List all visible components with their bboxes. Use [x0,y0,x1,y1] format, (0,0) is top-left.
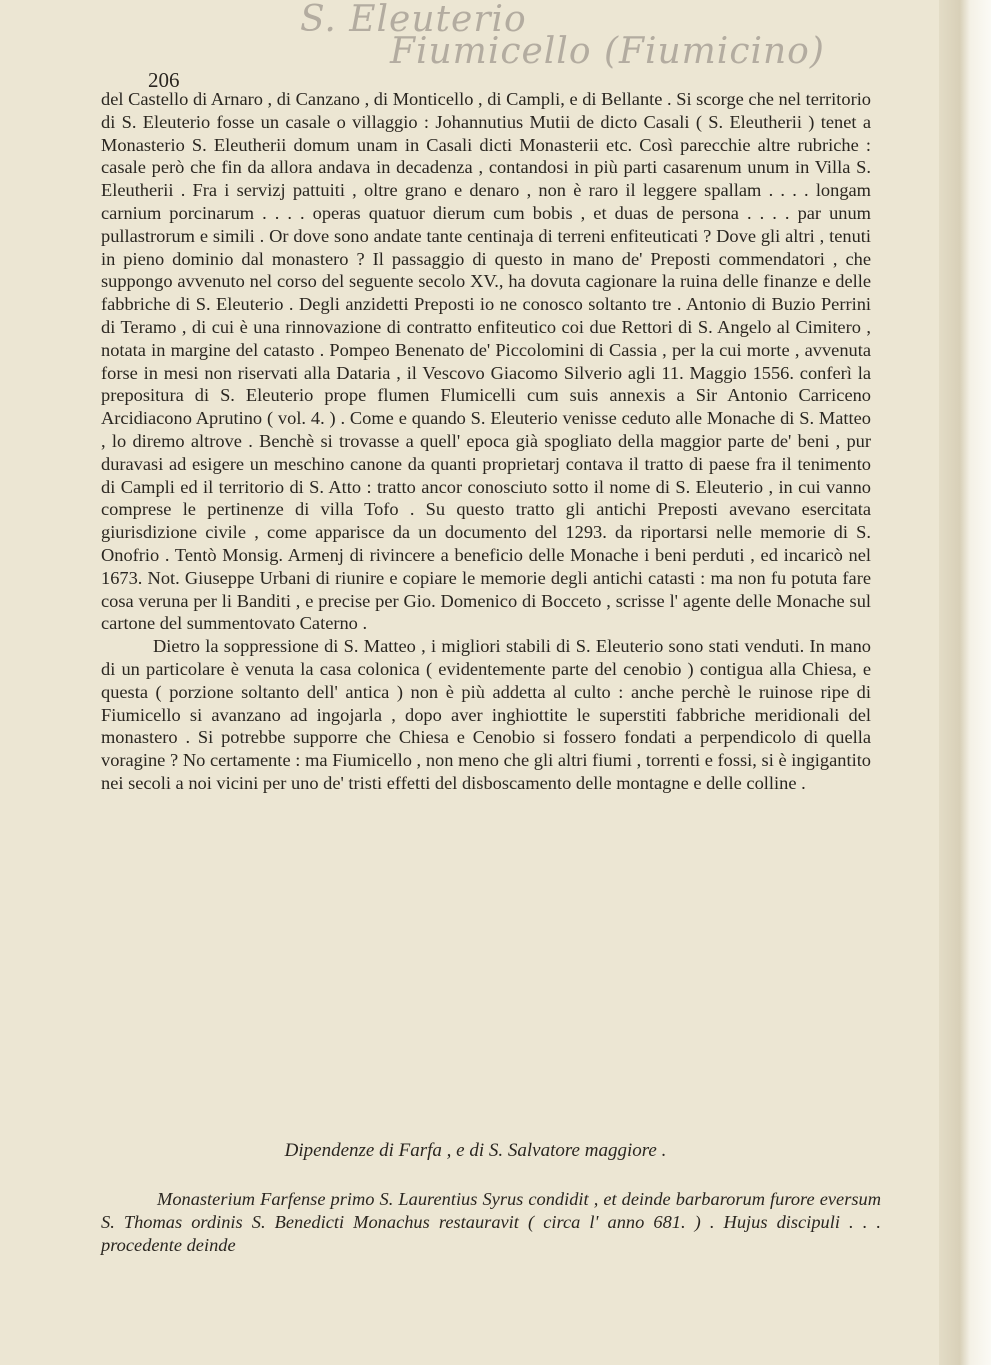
page-number: 206 [148,68,180,92]
main-text [101,88,871,795]
paragraph-2: Dietro la soppressione di S. Matteo , i migliori stabili di S. Eleuterio sono stati venduti. In mano di un particolare è venuta la casa colonica ( evidentemente parte del cenobio ) contigua alla Chiesa, e questa ( porzione soltanto dell' antica ) non è più addetta al culto : anche perchè le ruinose ripe di Fiumicello si avanzano ad ingojarla , dopo aver inghiottite le superstiti fabbriche meridionali del monastero . Si potrebbe supporre che Chiesa e Cenobio si fossero fondati a perpendicolo di quella voragine ? No certamente : ma Fiumicello , non meno che gli altri fiumi , torrenti e fossi, si è ingigantito nei secoli a noi vicini per uno de' tristi effetti del disboscamento delle montagne e delle colline . [101,636,871,793]
section-heading: Dipendenze di Farfa , e di S. Salvatore maggiore . [284,1140,667,1161]
annotation-line-2: Fiumicello (Fiumicino) [390,31,825,72]
section-text [101,1188,881,1256]
handwritten-annotation [300,0,825,72]
annotation-line-1: S. Eleuterio [300,0,527,40]
paragraph-3: Monasterium Farfense primo S. Laurentius Syrus condidit , et deinde barbarorum furore eversum S. Thomas ordinis S. Benedicti Monachus restauravit ( circa l' anno 681. ) . Hujus discipuli . . . procedente deinde [101,1189,881,1255]
paragraph-1: del Castello di Arnaro , di Canzano , di Monticello , di Campli, e di Bellante . Si scorge che nel territorio di S. Eleuterio fosse un casale o villaggio : Johannutius Mutii de dicto Casali ( S. Eleutherii ) tenet a Monasterio S. Eleutherii domum unam in Casali dicti Monasterii etc. Così parecchie altre rubriche : casale però che fin da allora andava in decadenza , contandosi in più parti casarenum unum in Villa S. Eleutherii . Fra i servizj pattuiti , oltre grano e denaro , non è raro il leggere spallam . . . . longam carnium porcinarum . . . . operas quatuor dierum cum bobis , et duas de persona . . . . par unum pullastrorum e simili . Or dove sono andate tante centinaja di terreni enfiteuticati ? Dove gli altri , tenuti in pieno dominio dal monastero ? Il passaggio di questo in mano de' Preposti commendatori , che suppongo avvenuto nel corso del seguente secolo XV., ha dovuta cagionare la ruina delle finanze e delle fabbriche di S. Eleuterio . Degli anzidetti Preposti io ne conosco soltanto tre . Antonio di Buzio Perrini di Teramo , di cui è una rinnovazione di contratto enfiteutico coi due Rettori di S. Angelo al Cimitero , notata in margine del catasto . Pompeo Benenato de' Piccolomini di Cassia , per la cui morte , avvenuta forse in mesi non riservati alla Dataria , il Vescovo Giacomo Silverio agli 11. Maggio 1556. conferì la prepositura di S. Eleuterio prope flumen Flumicelli cum suis annexis a Sir Antonio Carriceno Arcidiacono Aprutino ( vol. 4. ) . Come e quando S. Eleuterio venisse ceduto alle Monache di S. Matteo , lo diremo altrove . Benchè si trovasse a quell' epoca già spogliato della maggior parte de' beni , pur duravasi ad esigere un meschino canone da quanti proprietarj contava il tratto di paese fra il tenimento di Campli ed il territorio di S. Atto : tratto ancor conosciuto sotto il nome di S. Eleuterio , in cui vanno comprese le pertinenze di villa Tofo . Su questo tratto gli antichi Preposti avevano esercitata giurisdizione civile , come apparisce da un documento del 1293. da riportarsi nelle memorie di S. Onofrio . Tentò Monsig. Armenj di rivincere a beneficio delle Monache i beni perduti , ed incaricò nel 1673. Not. Giuseppe Urbani di riunire e copiare le memorie degli antichi catasti : ma non fu potuta fare cosa veruna per li Banditi , e precise per Gio. Domenico di Bocceto , scrisse l' agente delle Monache sul cartone del summentovato Caterno . [101,89,871,634]
